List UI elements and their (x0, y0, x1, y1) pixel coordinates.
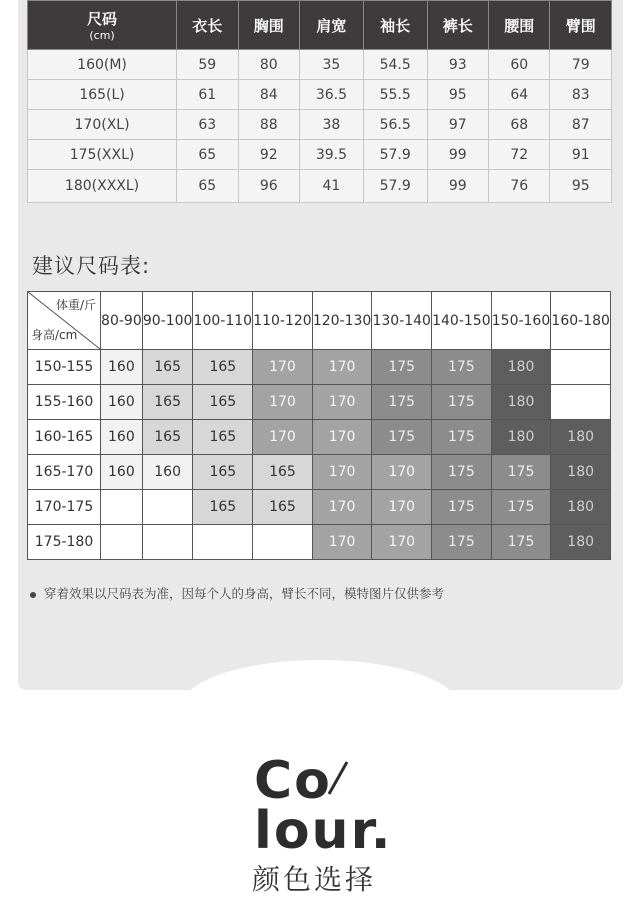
recommend-header (28, 292, 611, 350)
recommend-size-cell: 180 (551, 490, 611, 525)
size-value-cell: 87 (550, 110, 612, 140)
size-value-cell: 80 (238, 50, 299, 80)
recommend-size-cell: 170 (312, 490, 372, 525)
recommend-size-cell: 175 (432, 385, 492, 420)
size-value-cell: 91 (550, 140, 612, 170)
recommend-size-cell: 165 (193, 385, 253, 420)
recommend-size-cell (193, 525, 253, 560)
recommend-size-cell: 170 (372, 455, 432, 490)
size-value-cell: 72 (489, 140, 550, 170)
size-value-cell: 93 (427, 50, 488, 80)
recommend-row (28, 350, 611, 385)
size-value-cell: 59 (177, 50, 238, 80)
size-row (28, 110, 612, 140)
recommend-row (28, 385, 611, 420)
recommend-row (28, 525, 611, 560)
recommend-size-cell: 175 (372, 385, 432, 420)
size-label-cell: 175(XXL) (28, 140, 177, 170)
recommend-size-cell: 170 (372, 490, 432, 525)
size-value-cell: 38 (300, 110, 364, 140)
size-value-cell: 95 (427, 80, 488, 110)
recommend-size-cell (101, 490, 143, 525)
weight-range-header: 80-90 (101, 292, 143, 350)
recommend-size-cell (551, 350, 611, 385)
recommend-size-cell: 170 (312, 385, 372, 420)
weight-range-header: 100-110 (193, 292, 253, 350)
size-value-cell: 39.5 (300, 140, 364, 170)
height-range-cell: 175-180 (28, 525, 101, 560)
fit-note-text: 穿着效果以尺码表为准，因每个人的身高，臂长不同，模特图片仅供参考 (44, 586, 445, 601)
colour-heading-line1: Co (254, 751, 332, 811)
recommend-size-cell: 180 (491, 420, 551, 455)
size-value-cell: 56.5 (363, 110, 427, 140)
recommend-size-cell: 165 (142, 350, 193, 385)
recommend-size-cell: 180 (491, 350, 551, 385)
recommend-size-cell: 175 (432, 350, 492, 385)
recommend-size-cell: 170 (312, 420, 372, 455)
height-range-cell: 150-155 (28, 350, 101, 385)
size-value-cell: 36.5 (300, 80, 364, 110)
size-row (28, 80, 612, 110)
recommend-size-cell: 165 (142, 385, 193, 420)
corner-weight-label: 体重/斤 (55, 298, 96, 312)
size-value-cell: 64 (489, 80, 550, 110)
recommend-size-cell: 175 (432, 525, 492, 560)
size-value-cell: 79 (550, 50, 612, 80)
weight-range-header: 90-100 (142, 292, 193, 350)
recommend-size-cell: 175 (432, 455, 492, 490)
recommend-size-cell: 180 (491, 385, 551, 420)
recommend-size-cell: 165 (193, 490, 253, 525)
size-value-cell: 68 (489, 110, 550, 140)
recommend-size-cell: 170 (312, 455, 372, 490)
recommend-size-cell: 165 (253, 490, 313, 525)
size-value-cell: 35 (300, 50, 364, 80)
recommend-row (28, 420, 611, 455)
header-length: 衣长 (177, 1, 238, 50)
recommend-size-cell: 180 (551, 420, 611, 455)
header-pants: 裤长 (427, 1, 488, 50)
recommend-size-cell: 160 (142, 455, 193, 490)
header-chest: 胸围 (238, 1, 299, 50)
recommend-size-cell: 170 (253, 420, 313, 455)
recommend-size-cell: 170 (253, 385, 313, 420)
header-arm: 臂围 (550, 1, 612, 50)
colour-heading-cn: 颜色选择 (252, 863, 377, 896)
recommend-size-cell: 175 (432, 490, 492, 525)
colour-heading-line2: lour. (254, 801, 393, 861)
size-label-cell: 160(M) (28, 50, 177, 80)
recommend-size-cell: 170 (253, 350, 313, 385)
weight-range-header: 150-160 (491, 292, 551, 350)
size-value-cell: 88 (238, 110, 299, 140)
weight-range-header: 130-140 (372, 292, 432, 350)
size-value-cell: 83 (550, 80, 612, 110)
size-value-cell: 54.5 (363, 50, 427, 80)
size-label-cell: 170(XL) (28, 110, 177, 140)
size-value-cell: 55.5 (363, 80, 427, 110)
recommend-size-cell: 170 (312, 350, 372, 385)
size-value-cell: 76 (489, 170, 550, 203)
size-value-cell: 97 (427, 110, 488, 140)
height-range-cell: 160-165 (28, 420, 101, 455)
recommend-size-cell: 165 (142, 420, 193, 455)
recommend-size-cell: 160 (101, 350, 143, 385)
recommend-row (28, 490, 611, 525)
recommend-size-cell: 180 (551, 525, 611, 560)
size-value-cell: 61 (177, 80, 238, 110)
recommend-size-cell: 175 (491, 525, 551, 560)
header-sleeve: 袖长 (363, 1, 427, 50)
size-value-cell: 84 (238, 80, 299, 110)
header-size: 尺码 (cm) (28, 1, 177, 50)
size-value-cell: 95 (550, 170, 612, 203)
size-table-header (28, 1, 612, 50)
corner-height-label: 身高/cm (31, 328, 78, 342)
bullet-icon (30, 592, 36, 598)
size-value-cell: 96 (238, 170, 299, 203)
size-value-cell: 41 (300, 170, 364, 203)
recommend-size-cell (101, 525, 143, 560)
size-value-cell: 65 (177, 170, 238, 203)
height-range-cell: 165-170 (28, 455, 101, 490)
size-label-cell: 165(L) (28, 80, 177, 110)
size-value-cell: 99 (427, 170, 488, 203)
height-range-cell: 170-175 (28, 490, 101, 525)
fit-note (30, 584, 444, 602)
weight-range-header: 160-180 (551, 292, 611, 350)
size-value-cell: 60 (489, 50, 550, 80)
recommend-size-cell: 175 (491, 490, 551, 525)
size-table (27, 0, 612, 203)
recommend-size-cell (253, 525, 313, 560)
size-value-cell: 57.9 (363, 170, 427, 203)
recommend-size-cell: 175 (432, 420, 492, 455)
recommend-size-cell: 170 (312, 525, 372, 560)
size-value-cell: 65 (177, 140, 238, 170)
recommend-size-cell: 165 (193, 455, 253, 490)
recommend-size-cell: 180 (551, 455, 611, 490)
recommend-title: 建议尺码表: (32, 254, 151, 278)
recommend-size-cell: 160 (101, 420, 143, 455)
size-value-cell: 99 (427, 140, 488, 170)
size-value-cell: 57.9 (363, 140, 427, 170)
recommend-size-cell: 175 (491, 455, 551, 490)
recommend-size-cell: 170 (372, 525, 432, 560)
recommend-size-cell: 165 (193, 420, 253, 455)
recommend-size-cell: 165 (193, 350, 253, 385)
size-row (28, 170, 612, 203)
header-waist: 腰围 (489, 1, 550, 50)
size-label-cell: 180(XXXL) (28, 170, 177, 203)
weight-range-header: 120-130 (312, 292, 372, 350)
recommend-size-cell: 160 (101, 385, 143, 420)
size-row (28, 140, 612, 170)
header-shoulder: 肩宽 (300, 1, 364, 50)
recommend-size-cell (142, 490, 193, 525)
recommend-size-cell: 160 (101, 455, 143, 490)
recommend-size-cell (551, 385, 611, 420)
size-value-cell: 92 (238, 140, 299, 170)
recommend-size-cell (142, 525, 193, 560)
recommend-size-cell: 175 (372, 420, 432, 455)
recommend-table (27, 291, 611, 560)
corner-cell (28, 292, 101, 350)
size-value-cell: 63 (177, 110, 238, 140)
height-range-cell: 155-160 (28, 385, 101, 420)
weight-range-header: 140-150 (432, 292, 492, 350)
recommend-size-cell: 175 (372, 350, 432, 385)
weight-range-header: 110-120 (253, 292, 313, 350)
size-row (28, 50, 612, 80)
panel-bottom-curve (0, 640, 640, 700)
slash-icon (325, 760, 349, 796)
recommend-size-cell: 165 (253, 455, 313, 490)
recommend-row (28, 455, 611, 490)
